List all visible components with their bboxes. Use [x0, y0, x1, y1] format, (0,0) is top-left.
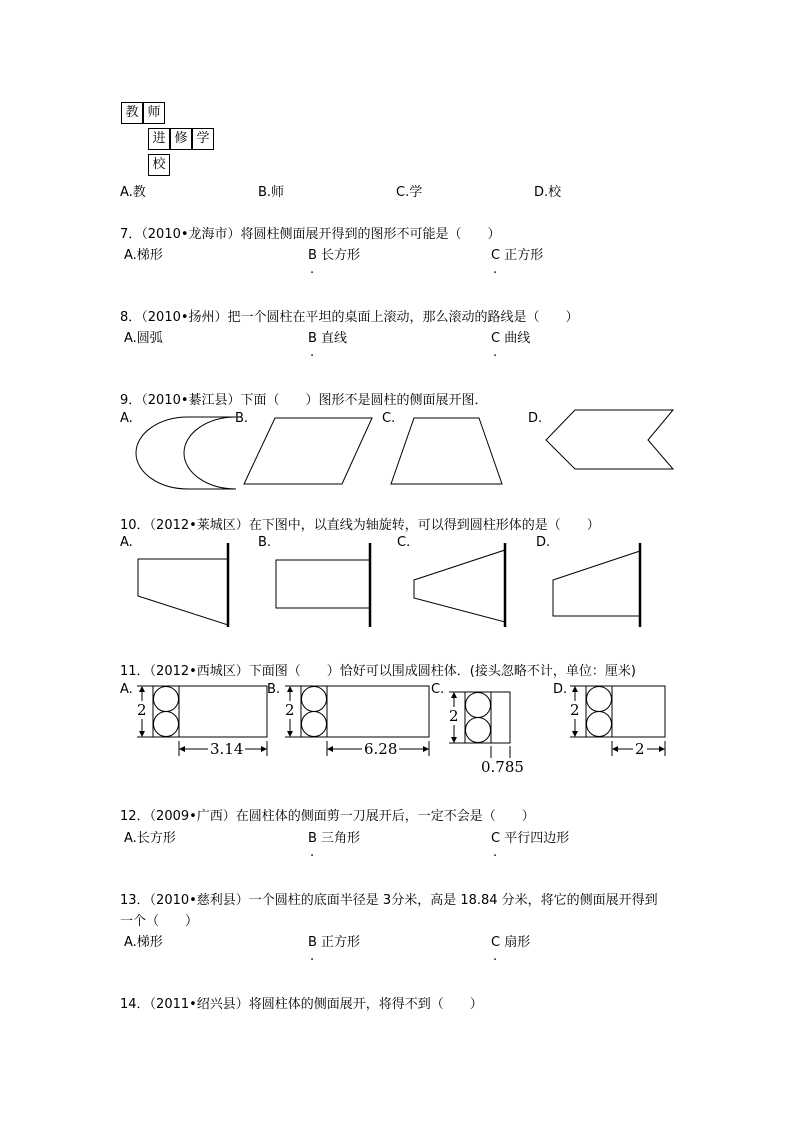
q11-figure-a — [137, 686, 267, 756]
question-13-line2: 一个（ ） — [120, 914, 199, 929]
q6-option-b: B.师 — [258, 185, 285, 200]
q11-d-width: 2 — [635, 740, 645, 758]
grid-cell: 教 — [121, 102, 143, 124]
question-14: 14．（2011•绍兴县）将圆柱体的侧面展开，将得不到（ ） — [120, 997, 483, 1012]
question-7: 7．（2010•龙海市）将圆柱侧面展开得到的图形不可能是（ ） — [120, 227, 501, 242]
q12-option-a: A.长方形 — [124, 831, 176, 846]
q7-dot: . — [310, 262, 315, 277]
q6-option-a: A.教 — [120, 185, 146, 200]
question-13: 13．（2010•慈利县）一个圆柱的底面半径是 3分米，高是 18.84 分米，将它的侧面展开得到 — [120, 893, 658, 908]
q6-option-d: D.校 — [534, 185, 562, 200]
grid-cell: 师 — [143, 102, 165, 124]
q9-label-d: D. — [528, 411, 543, 426]
q11-figure-c — [449, 692, 510, 758]
q8-option-a: A.圆弧 — [124, 331, 163, 346]
q12-option-b: B 三角形 — [308, 831, 361, 846]
question-12: 12．（2009•广西）在圆柱体的侧面剪一刀展开后，一定不会是（ ） — [120, 809, 535, 824]
q6-option-c: C.学 — [396, 185, 423, 200]
q11-a-width: 3.14 — [210, 740, 244, 758]
q10-label-c: C. — [397, 535, 411, 550]
grid-cell: 校 — [148, 154, 170, 176]
grid-cell: 修 — [170, 128, 192, 150]
question-9: 9．（2010•綦江县）下面（ ）图形不是圆柱的侧面展开图． — [120, 393, 488, 408]
q11-a-height: 2 — [137, 701, 147, 719]
q11-d-height: 2 — [570, 701, 580, 719]
q8-dot: . — [310, 345, 315, 360]
q11-label-b: B. — [267, 682, 281, 697]
q11-c-width: 0.785 — [481, 758, 524, 776]
q8-option-b: B 直线 — [308, 331, 348, 346]
q13-option-c: C 扇形 — [491, 935, 531, 950]
q7-option-b: B 长方形 — [308, 248, 361, 263]
q10-label-d: D. — [536, 535, 551, 550]
q11-figure-b — [285, 686, 429, 756]
question-11: 11．（2012•西城区）下面图（ ）恰好可以围成圆柱体．(接头忽略不计，单位：厘米) — [120, 664, 636, 679]
q13-option-a: A.梯形 — [124, 935, 163, 950]
q11-label-c: C. — [431, 682, 445, 697]
q8-option-c: C 曲线 — [491, 331, 531, 346]
q10-label-a: A. — [120, 535, 133, 550]
grid-cell: 进 — [148, 128, 170, 150]
q11-b-height: 2 — [285, 701, 295, 719]
question-8: 8．（2010•扬州）把一个圆柱在平坦的桌面上滚动，那么滚动的路线是（ ） — [120, 310, 579, 325]
q11-label-d: D. — [553, 682, 568, 697]
q9-label-a: A. — [120, 411, 133, 426]
grid-cell: 学 — [192, 128, 214, 150]
q9-label-b: B. — [235, 411, 249, 426]
q7-option-a: A.梯形 — [124, 248, 163, 263]
q9-label-c: C. — [382, 411, 396, 426]
q13-dot: . — [493, 949, 498, 964]
q12-dot: . — [310, 845, 315, 860]
q13-option-b: B 正方形 — [308, 935, 361, 950]
q12-dot: . — [493, 845, 498, 860]
q11-c-height: 2 — [449, 707, 459, 725]
q11-label-a: A. — [120, 682, 133, 697]
q11-figure-d — [570, 686, 665, 756]
q8-dot: . — [493, 345, 498, 360]
q7-dot: . — [493, 262, 498, 277]
q10-label-b: B. — [258, 535, 272, 550]
q13-dot: . — [310, 949, 315, 964]
question-10: 10．（2012•莱城区）在下图中，以直线为轴旋转，可以得到圆柱形体的是（ ） — [120, 518, 600, 533]
q11-b-width: 6.28 — [364, 740, 398, 758]
q12-option-c: C 平行四边形 — [491, 831, 570, 846]
q7-option-c: C 正方形 — [491, 248, 544, 263]
